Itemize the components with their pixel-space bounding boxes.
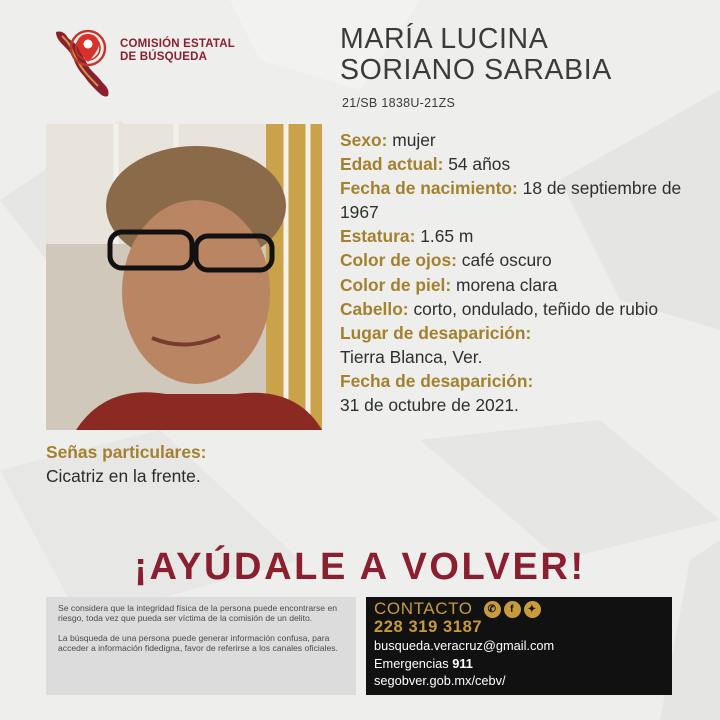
person-photo [46,124,322,430]
logo-line-1: COMISIÓN ESTATAL [120,38,235,50]
contact-phone[interactable]: 228 319 3187 [374,618,483,636]
disclaimer-paragraph-1: Se considera que la integridad física de la persona puede encontrarse en riesgo, toda vez que pueda ser víctima de la comisión de un delito. [58,603,338,624]
person-name [340,24,700,86]
marks-value: Cicatriz en la frente. [46,466,201,487]
detail-hair: Cabello: corto, ondulado, teñido de rubio [340,298,659,319]
contact-box [366,597,672,695]
logo-text [120,38,235,64]
detail-height: Estatura: 1.65 m [340,226,474,247]
name-line-2: SORIANO SARABIA [340,54,612,86]
contact-email[interactable]: busqueda.veracruz@gmail.com [374,638,555,653]
contact-header [374,599,672,619]
phone-icon[interactable]: ✆ [484,601,501,618]
detail-sex: Sexo: mujer [340,130,436,150]
logo [48,26,248,102]
contact-emergency: Emergencias 911 [374,655,473,671]
emergency-number[interactable]: 911 [452,655,473,671]
detail-age: Edad actual: 54 años [340,154,511,175]
detail-birthdate: Fecha de nacimiento: 18 de septiembre de 1967 [340,178,682,223]
marks-label: Señas particulares: [46,442,207,462]
disclaimer-paragraph-2: La búsqueda de una persona puede generar información confusa, para acceder a información fidedigna, favor de referirse a los canales oficiales. [58,632,338,654]
detail-disappearance-date: Fecha de desaparición: 31 de octubre de 2021. [340,370,534,416]
case-id: 21/SB 1838U-21ZS [342,96,456,110]
facebook-icon[interactable]: f [504,601,521,618]
detail-eye-color: Color de ojos: café oscuro [340,250,552,271]
contact-website[interactable]: segobver.gob.mx/cebv/ [374,673,506,688]
name-line-1: MARÍA LUCINA [340,23,549,55]
detail-skin-color: Color de piel: morena clara [340,274,558,295]
veracruz-map-pin-icon [48,26,118,102]
logo-line-2: DE BÚSQUEDA [120,51,208,63]
contact-title: CONTACTO [374,599,473,618]
twitter-icon[interactable]: ✦ [524,601,541,618]
detail-disappearance-place: Lugar de desaparición: Tierra Blanca, Ver. [340,322,532,367]
disclaimer-box [46,597,356,695]
headline: ¡AYÚDALE A VOLVER! [134,546,586,588]
details-list [340,128,685,417]
particular-marks [46,440,336,488]
